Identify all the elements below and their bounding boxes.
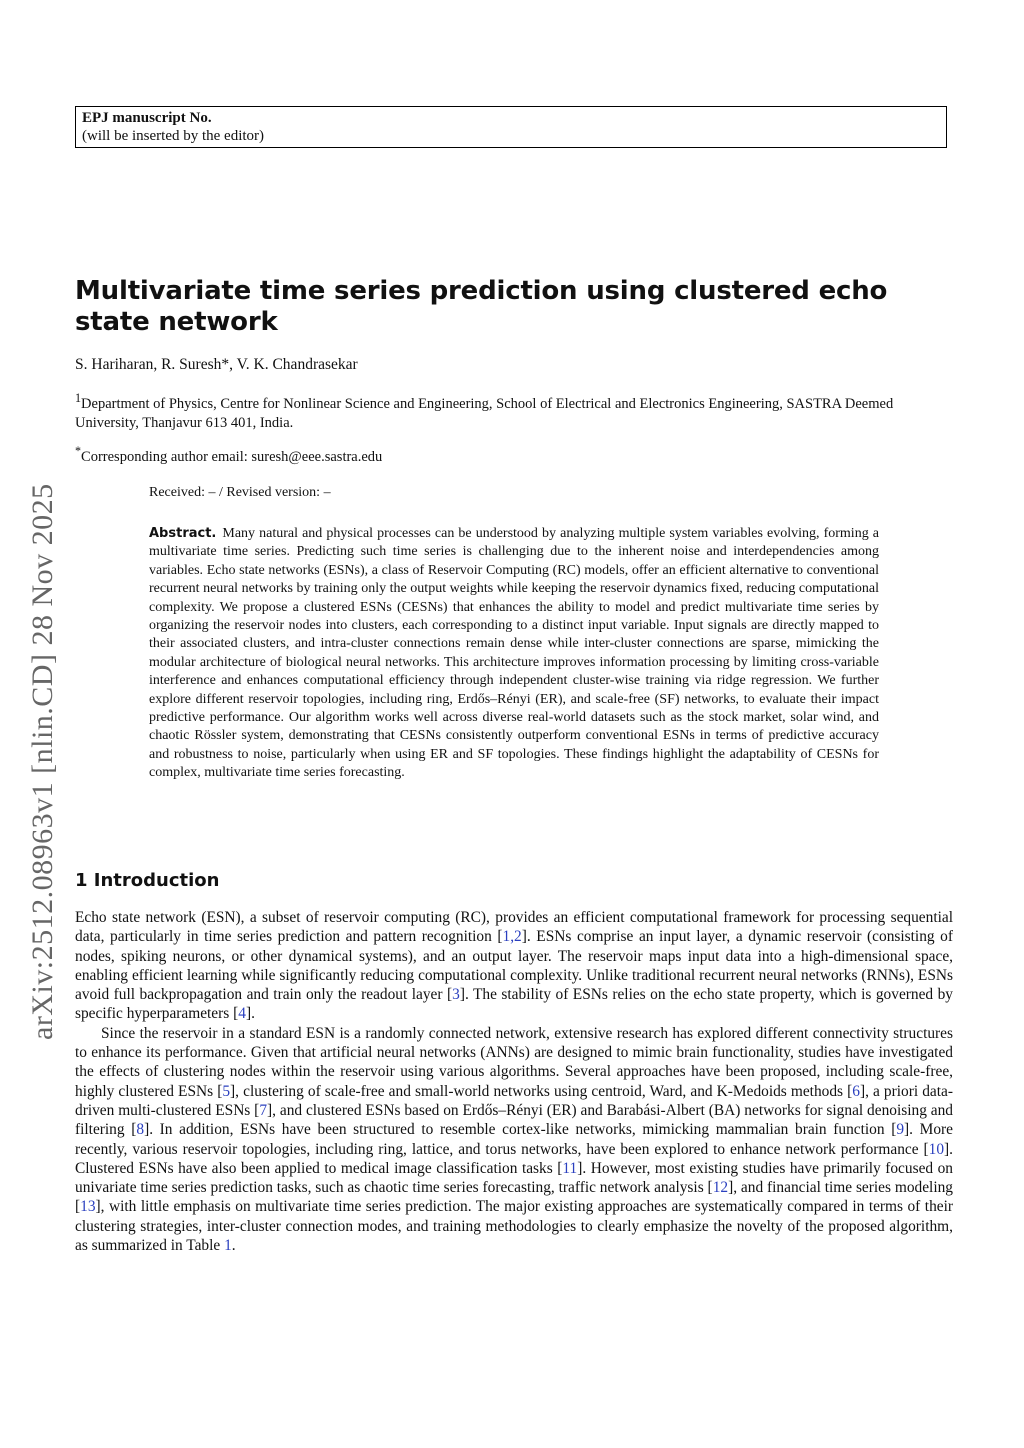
- abstract-label: Abstract.: [149, 526, 217, 541]
- citation-link[interactable]: 7: [259, 1101, 268, 1119]
- received-line: Received: – / Revised version: –: [149, 485, 331, 500]
- paper-title: Multivariate time series prediction using clustered echo state network: [75, 276, 888, 337]
- body-text-run: Since the reservoir in a standard ESN is a randomly connected network, extensive research has explored different connectivity structures to enhance its performance. Given that artificial neural networks (ANNs) are designed to mimic brain functionality, studies have investigated the effects of clustering nodes within the reservoir using various algorithms. Several approaches have been proposed, including scale-free, highly clustered ESNs [: [75, 1024, 953, 1100]
- body-text-run: ]. However, most existing studies have primarily focused on univariate time series prediction tasks, such as chaotic time series forecasting, traffic network analysis [: [75, 1159, 954, 1197]
- abstract: [149, 525, 879, 783]
- body-text-run: ]. Clustered ESNs have also been applied to medical image classification tasks [: [75, 1140, 953, 1177]
- citation-link[interactable]: 10: [928, 1140, 945, 1158]
- body-text-run: ], clustering of scale-free and small-world networks using centroid, Ward, and K-Medoids methods [: [230, 1082, 853, 1100]
- paragraph-2: [75, 1024, 953, 1256]
- body-text-run: ]. ESNs comprise an input layer, a dynamic reservoir (consisting of nodes, spiking neurons, or other dynamical systems), and an output layer. The reservoir maps input data into a high-dimensional space, enabling efficient learning while significantly reducing computational complexity. Unlike traditional recurrent neural networks (RNNs), ESNs avoid full backpropagation and train only the readout layer [: [75, 928, 953, 1004]
- body-text-run: Echo state network (ESN), a subset of reservoir computing (RC), provides an efficient computational framework for processing sequential data, particularly in time series prediction and pattern recognition [: [75, 909, 953, 946]
- section-heading-introduction: 1 Introduction: [75, 870, 220, 891]
- citation-link[interactable]: 9: [896, 1121, 905, 1139]
- citation-link[interactable]: 5: [222, 1082, 231, 1100]
- affiliation: [75, 389, 947, 433]
- body-text-run: ], and clustered ESNs based on Erdős–Rényi (ER) and Barabási-Albert (BA) networks for signal denoising and filtering [: [75, 1101, 953, 1139]
- affiliation-text: Department of Physics, Centre for Nonlinear Science and Engineering, School of Electrical and Electronics Engineering, SASTRA Deemed University, Thanjavur 613 401, India.: [75, 395, 894, 431]
- introduction-body: [75, 908, 953, 1255]
- citation-link[interactable]: 11: [562, 1159, 578, 1177]
- editor-note: (will be inserted by the editor): [82, 128, 265, 144]
- body-text-run: ]. The stability of ESNs relies on the echo state property, which is governed by specific hyperparameters [: [75, 986, 954, 1023]
- citation-link[interactable]: 8: [136, 1121, 145, 1139]
- body-text-run: ], with little emphasis on multivariate time series prediction. The major existing approaches are systematically compared in terms of their clustering strategies, inter-cluster connection modes, and training methodologies to clearly emphasize the novelty of the proposed algorithm, as summarized in Table: [75, 1198, 953, 1255]
- body-text-run: ], a priori data-driven multi-clustered ESNs [: [75, 1082, 953, 1119]
- citation-link[interactable]: 13: [80, 1198, 96, 1216]
- citation-link[interactable]: 6: [852, 1082, 860, 1100]
- arxiv-stamp[interactable]: arXiv:2512.08963v1 [nlin.CD] 28 Nov 2025: [26, 483, 59, 1040]
- body-text-run: ]. More recently, various reservoir topologies, including ring, lattice, and torus networks, have been explored to enhance network performance [: [75, 1121, 953, 1158]
- citation-link[interactable]: 1: [224, 1237, 232, 1255]
- body-text-run: ]. In addition, ESNs have been structured to resemble cortex-like networks, mimicking mammalian brain function [: [144, 1121, 897, 1139]
- corresponding-marker: *: [75, 444, 82, 458]
- corresponding-author: [75, 444, 382, 466]
- citation-link[interactable]: 1,2: [502, 928, 522, 946]
- author-list: S. Hariharan, R. Suresh*, V. K. Chandrasekar: [75, 356, 358, 373]
- citation-link[interactable]: 12: [712, 1179, 729, 1197]
- corresponding-text: Corresponding author email: suresh@eee.sastra.edu: [81, 448, 383, 465]
- body-text-run: ].: [245, 1005, 255, 1023]
- body-text-run: ], and financial time series modeling [: [75, 1179, 953, 1216]
- affiliation-marker: 1: [75, 391, 82, 405]
- paragraph-1: [75, 908, 953, 1024]
- body-text-run: .: [231, 1237, 236, 1255]
- citation-link[interactable]: 3: [452, 986, 460, 1004]
- journal-header-box: [75, 106, 947, 148]
- abstract-text: Many natural and physical processes can be understood by analyzing multiple system variables evolving, forming a multivariate time series. Predicting such time series is challenging due to the inherent noise and interdependencies among variables. Echo state networks (ESNs), a class of Reservoir Computing (RC) models, offer an efficient alternative to conventional recurrent neural networks by training only the output weights while keeping the reservoir dynamics fixed, reducing computational complexity. We propose a clustered ESNs (CESNs) that enhances the ability to model and predict multivariate time series by organizing the reservoir nodes into clusters, each corresponding to a distinct input variable. Input signals are directly mapped to their associated clusters, and intra-cluster connections remain dense while inter-cluster connections are sparse, mimicking the modular architecture of biological neural networks. This architecture improves information processing by limiting cross-variable interference and enhances computational efficiency through independent cluster-wise training via ridge regression. We further explore different reservoir topologies, including ring, Erdős–Rényi (ER), and scale-free (SF) networks, to evaluate their impact predictive performance. Our algorithm works well across diverse real-world datasets such as the stock market, solar wind, and chaotic Rössler system, demonstrating that CESNs consistently outperform conventional ESNs in terms of predictive accuracy and robustness to noise, particularly when using ER and SF topologies. These findings highlight the adaptability of CESNs for complex, multivariate time series forecasting.: [149, 526, 879, 781]
- manuscript-number: EPJ manuscript No.: [82, 110, 212, 126]
- citation-link[interactable]: 4: [238, 1005, 246, 1023]
